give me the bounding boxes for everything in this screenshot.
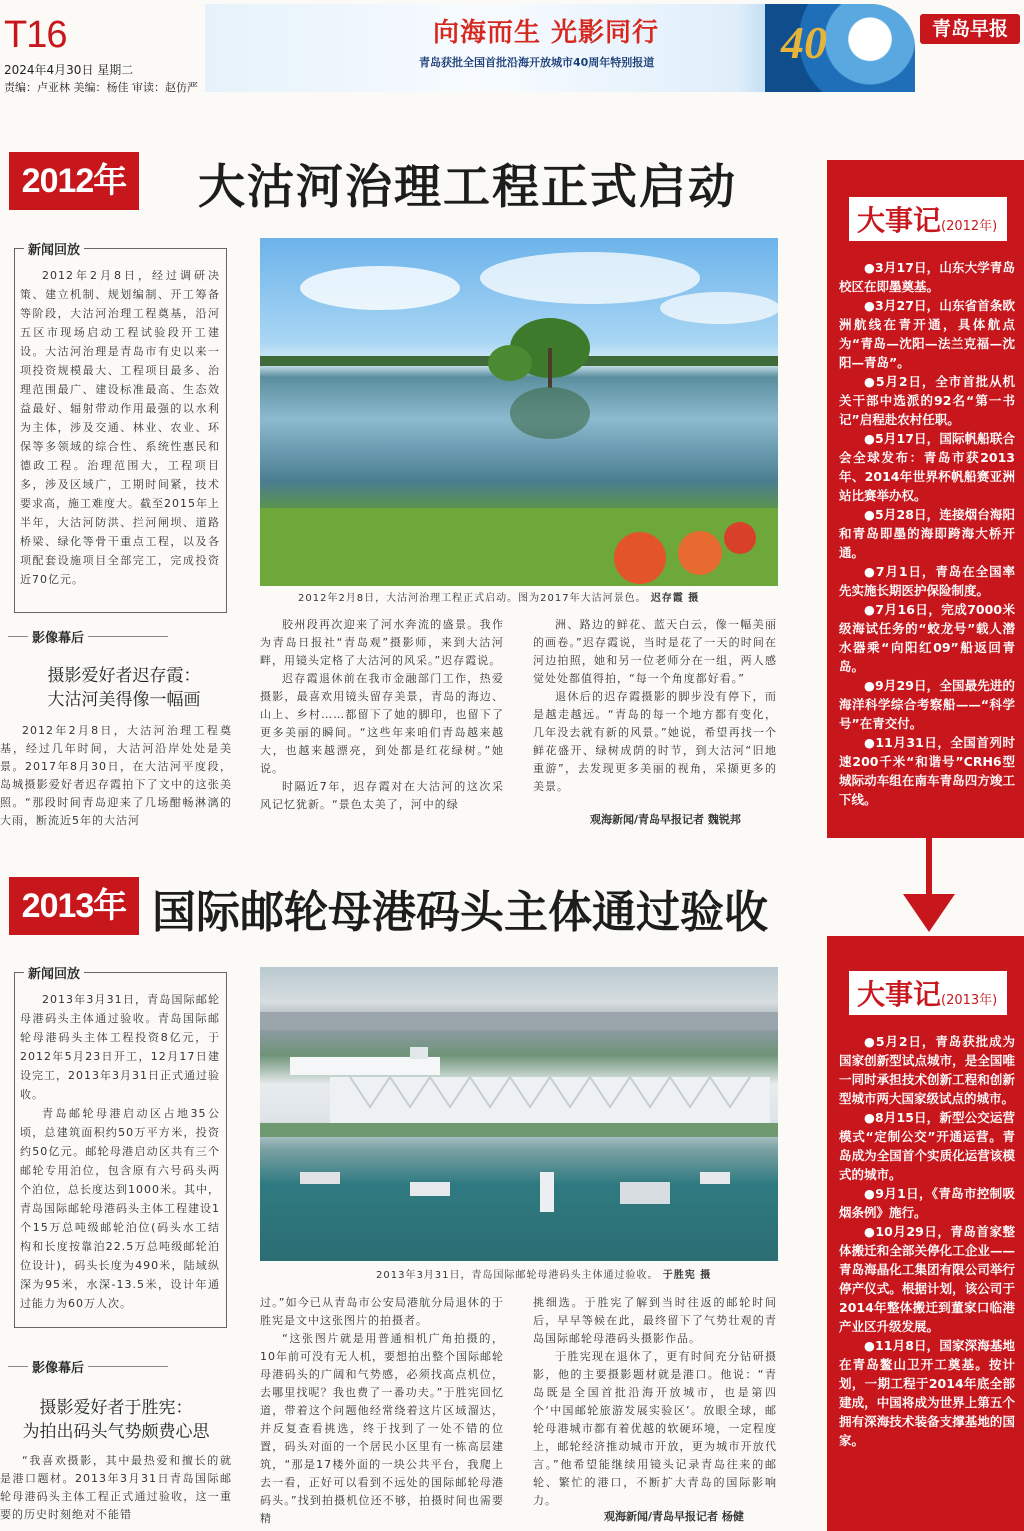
chronicle-item: ●5月28日，连接烟台海阳和青岛即墨的海即跨海大桥开通。 [839,507,1015,560]
anniversary-badge: 40 [781,17,827,68]
issue-date: 2024年4月30日 星期二 [4,63,134,77]
article-paragraph: “我喜欢摄影，其中最热爱和擅长的就是港口题材。2013年3月31日青岛国际邮轮母港码头主体工程正式通过验收，这一重要的历史时刻绝对不能错 [0,1454,232,1521]
banner-title: 向海而生 光影同行 [433,18,660,48]
article-column-1 [0,1452,232,1524]
subheadline-line1: 摄影爱好者迟存霞： [47,666,201,686]
article-column-3 [533,1294,777,1510]
news-paragraph: 2013年3月31日，青岛国际邮轮母港码头主体通过验收。青岛国际邮轮母港码头主体工程投资8亿元，于2012年5月23日开工，12月17日建设完工，2013年3月31日正式通过验收。 [20,993,220,1101]
photo-credit: 于胜宪 摄 [662,1270,712,1281]
chronicle-item: ●5月2日，全市首批从机关干部中选派的92名“第一书记”启程赴农村任职。 [839,374,1015,427]
article-paragraph: 迟存霞退休前在我市金融部门工作，热爱摄影，最喜欢用镜头留存美景，青岛的海边、山上、乡村……都留下了她的脚印，也留下了更多美丽的瞬间。“这些年来咱们青岛越来越大，也越来越漂亮，到处都是红花绿树。”她说。 [260,672,504,775]
chronicle-sidebar-2012 [827,160,1024,838]
chronicle-year-note: (2012年) [941,219,998,234]
chronicle-list-2013 [839,1032,1015,1450]
article-column-1 [0,722,232,830]
article-paragraph: 退休后的迟存霞摄影的脚步没有停下，而是越走越远。“青岛的每一个地方都有变化，几年没去就有新的风景。”她说，希望再找一个鲜花盛开、绿树成荫的时节，到大沽河“旧地重游”，去发现更多美丽的视角，采撷更多的美景。 [533,690,777,793]
special-report-banner [205,4,915,92]
caption-text: 2012年2月8日，大沽河治理工程正式启动。图为2017年大沽河景色。 [298,593,647,604]
subheadline-line2: 大沽河美得像一幅画 [47,690,201,710]
photo-caption-2012 [298,589,699,604]
chronicle-item: ●11月31日，全国首列时速200千米“和谐号”CRH6型城际动车组在南车青岛四方竣工下线。 [839,735,1015,807]
photo-credit: 迟存霞 摄 [650,593,700,604]
chronicle-item: ●3月27日，山东省首条欧洲航线在青开通，具体航点为“青岛—沈阳—法兰克福—沈阳—青岛”。 [839,298,1015,370]
chronicle-item: ●3月17日，山东大学青岛校区在即墨奠基。 [839,260,1015,294]
caption-text: 2013年3月31日，青岛国际邮轮母港码头主体通过验收。 [376,1270,659,1281]
chronicle-item: ●11月8日，国家深海基地在青岛鳌山卫开工奠基。按计划，一期工程于2014年底全部建成，中国将成为世界上第五个拥有深海技术装备支撑基地的国家。 [839,1338,1015,1448]
article-paragraph: “这张图片就是用普通相机广角拍摄的，10年前可没有无人机，要想拍出整个国际邮轮母港码头的广阔和气势感，必须找高点机位，去哪里找呢？我也费了一番功夫。”于胜宪回忆道，带着这个问题他经常绕着这片区域溜达，并反复查看挑选，终于找到了一处不错的位置，码头对面的一个居民小区里有一栋高层建筑，“那是17楼外面的一块公共平台，我爬上去一看，正好可以看到不远处的国际邮轮母港码头。”找到拍摄机位还不够，拍摄时间也需要精 [260,1332,504,1525]
year-tag-2013: 2013年 [9,877,139,935]
headline-2012: 大沽河治理工程正式启动 [198,160,737,215]
article-paragraph: 胶州段再次迎来了河水奔流的盛景。我作为青岛日报社“青岛观”摄影师，来到大沽河畔，用镜头定格了大沽河的风采。”迟存霞说。 [260,618,504,667]
headline-2013: 国际邮轮母港码头主体通过验收 [152,887,768,938]
chronicle-sidebar-2013 [827,936,1024,1531]
subheadline-2012 [8,664,240,712]
chronicle-item: ●8月15日，新型公交运营模式“定制公交”开通运营。青岛成为全国首个实质化运营该模式的城市。 [839,1110,1015,1182]
down-arrow-icon [897,836,961,936]
chronicle-year-note: (2013年) [941,993,998,1008]
news-recap-text-2013 [20,990,220,1313]
cruise-port-illustration [260,967,778,1261]
banner-subtitle: 青岛获批全国首批沿海开放城市40周年特别报道 [419,56,655,69]
chronicle-item: ●5月2日，青岛获批成为国家创新型试点城市，是全国唯一同时承担技术创新工程和创新型城市两大国家级试点的城市。 [839,1034,1015,1106]
chronicle-list-2012 [839,258,1015,809]
article-paragraph: 于胜宪现在退休了，更有时间充分钻研摄影，他的主要摄影题材就是港口。他说：“青岛既是全国首批沿海开放城市，也是第四个‘中国邮轮旅游发展实验区’。放眼全球，邮轮母港城市都有着优越的软硬环境，一定程度上，邮轮经济推动城市开放，更为城市开放代言。”他希望能继续用镜头记录青岛往来的邮轮、繁忙的港口，不断扩大青岛的国际影响力。 [533,1350,777,1507]
article-paragraph: 过。”如今已从青岛市公安局港航分局退休的于胜宪是文中这张图片的拍摄者。 [260,1296,504,1327]
river-scene-illustration [260,238,778,586]
article-paragraph: 2012年2月8日，大沽河治理工程奠基，经过几年时间，大沽河沿岸处处是美景。2017年8月30日，在大沽河平度段，岛城摄影爱好者迟存霞拍下了文中的这张美照。“那段时间青岛迎来了几场酣畅淋漓的大雨，断流近5年的大沽河 [0,724,232,827]
photo-caption-2013 [376,1266,711,1281]
article-paragraph: 洲、路边的鲜花、蓝天白云，像一幅美丽的画卷。”迟存霞说，当时是花了一天的时间在河边拍照，她和另一位老师分在一组，两人感觉处处都值得拍，“每一个角度都好看。” [533,618,777,685]
cruise-terminal-photo [260,967,778,1261]
chronicle-item: ●7月16日，完成7000米级海试任务的“蛟龙号”载人潜水器乘“向阳红09”船返回青岛。 [839,602,1015,674]
photo-story-label: 影像幕后 [28,1357,88,1376]
news-recap-label: 新闻回放 [24,963,84,982]
article-column-3 [533,616,777,796]
chronicle-item: ●5月17日，国际帆船联合会全球发布：青岛市获2013年、2014年世界杯帆船赛亚洲站比赛举办权。 [839,431,1015,503]
editor-credits: 责编：卢亚林 美编：杨佳 审读：赵仿严 [4,81,198,94]
byline-2012: 观海新闻/青岛早报记者 魏锐邦 [590,813,741,826]
year-tag-2012: 2012年 [9,152,139,210]
chronicle-item: ●10月29日，青岛首家整体搬迁和全部关停化工企业——青岛海晶化工集团有限公司举行停产仪式。根据计划，该公司于2014年整体搬迁到董家口临港产业区升级发展。 [839,1224,1015,1334]
article-paragraph: 时隔近7年，迟存霞对在大沽河的这次采风记忆犹新。“景色太美了，河中的绿 [260,780,504,811]
subheadline-2013 [0,1396,232,1444]
daguhe-river-photo [260,238,778,586]
news-recap-text-2012: 2012年2月8日，经过调研决策、建立机制、规划编制、开工筹备等阶段，大沽河治理工程奠基，沿河五区市现场启动工程试验段开工建设。大沽河治理是青岛市有史以来一项投资规模最大、工程项目最多、治理范围最广、建设标准最高、生态效益最好、辐射带动作用最强的以水利为主体，涉及交通、林业、农业、环保等多领域的综合性、系统性惠民和德政工程。治理范围大，工程项目多，涉及区域广，工期时间紧，技术要求高，施工难度大。截至2015年上半年，大沽河防洪、拦河闸坝、道路桥梁、绿化等骨干重点工程，以及各项配套设施项目全部完工，完成投资近70亿元。 [20,269,220,586]
subheadline-line1: 摄影爱好者于胜宪： [39,1398,193,1418]
news-recap-label: 新闻回放 [24,239,84,258]
article-column-2 [260,616,504,814]
byline-2013: 观海新闻/青岛早报记者 杨健 [604,1510,744,1523]
subheadline-line2: 为拍出码头气势颇费心思 [22,1422,210,1442]
chronicle-title-text: 大事记 [857,204,942,237]
article-paragraph: 挑细选。于胜宪了解到当时往返的邮轮时间后，早早等候在此，最终留下了气势壮观的青岛国际邮轮母港码头摄影作品。 [533,1296,777,1345]
chronicle-title [848,196,1008,242]
chronicle-item: ●9月1日，《青岛市控制吸烟条例》施行。 [839,1186,1015,1220]
page-number: T16 [4,14,67,56]
chronicle-title [848,970,1008,1016]
chronicle-item: ●9月29日，全国最先进的海洋科学综合考察船——“科学号”在青交付。 [839,678,1015,731]
chronicle-title-text: 大事记 [857,978,942,1011]
chronicle-item: ●7月1日，青岛在全国率先实施长期医护保险制度。 [839,564,1015,598]
photo-story-label: 影像幕后 [28,627,88,646]
newspaper-logo: 青岛早报 [920,14,1020,44]
article-column-2 [260,1294,504,1528]
news-paragraph: 青岛邮轮母港启动区占地35公顷，总建筑面积约50万平方米，投资约50亿元。邮轮母港启动区共有三个邮轮专用泊位，包含原有六号码头两个泊位，总长度达到1000米。其中，青岛国际邮轮母港码头主体工程建设1个15万总吨级邮轮泊位(码头水工结构和长度按靠泊22.5万总吨级邮轮泊位设计)，码头长度为490米，陆域纵深为95米，水深-13.5米，设计年通过能力为60万人次。 [20,1107,220,1310]
